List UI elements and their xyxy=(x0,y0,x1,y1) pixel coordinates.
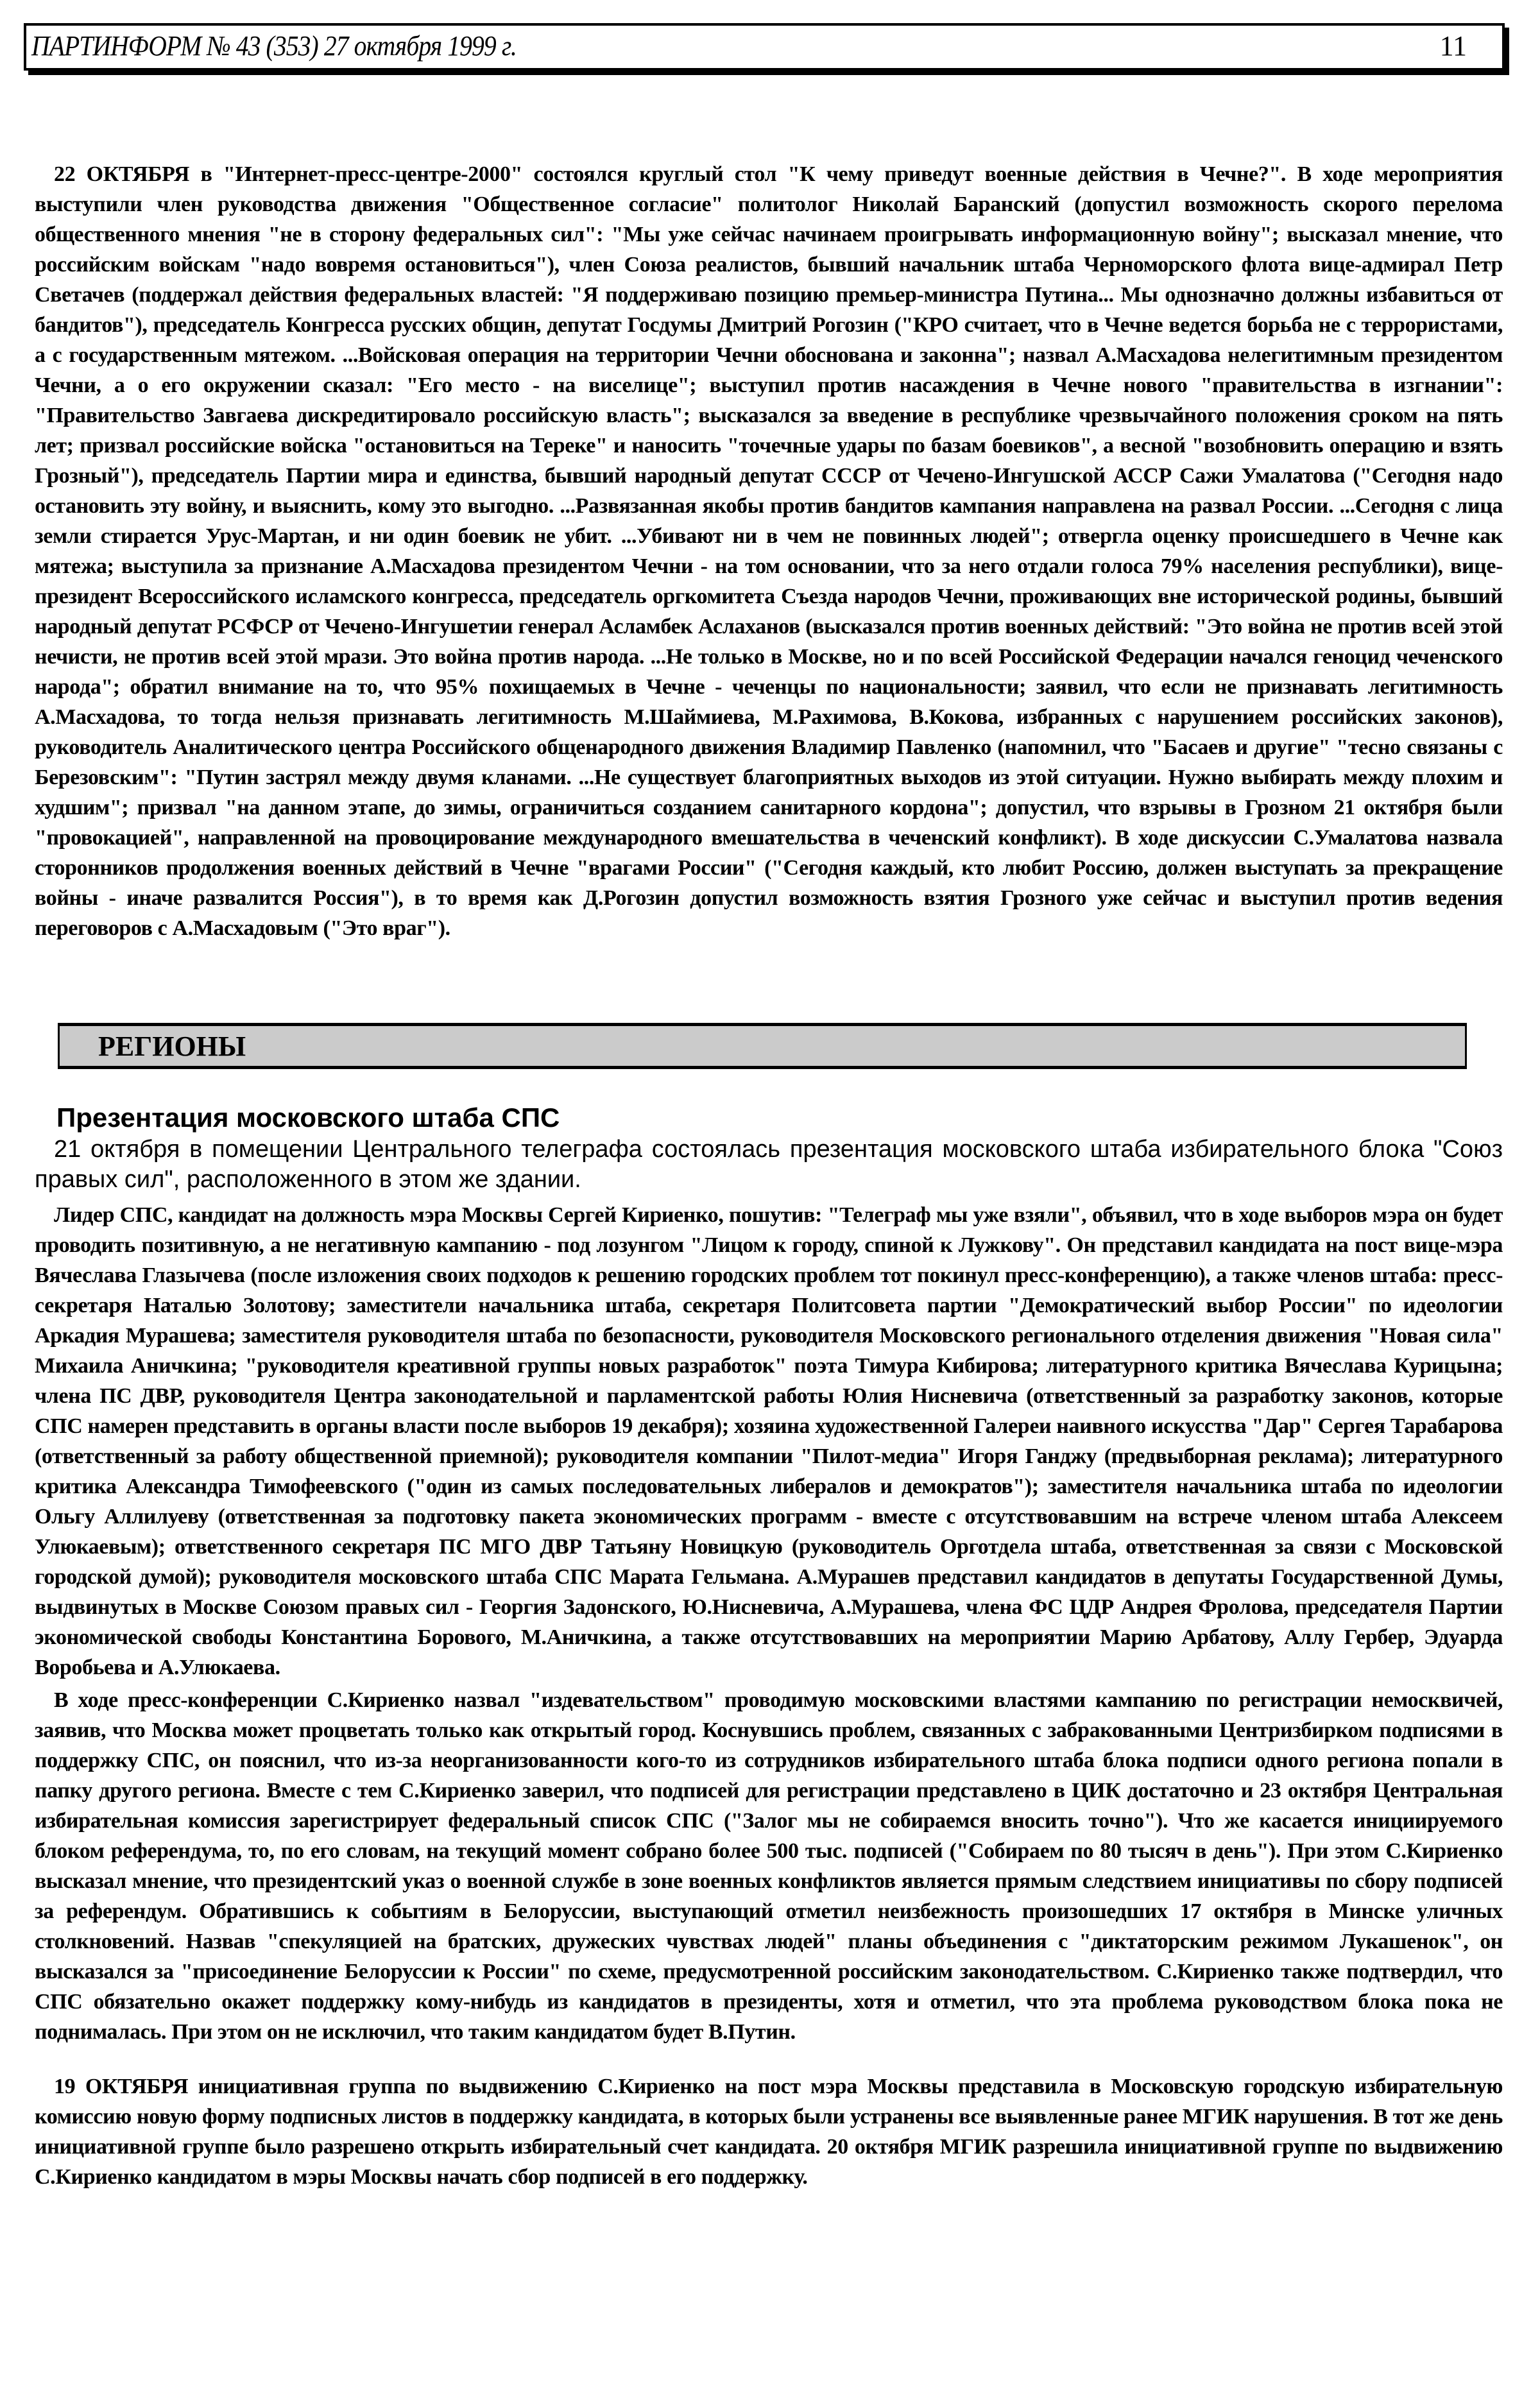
article-title: Презентация московского штаба СПС xyxy=(56,1102,560,1133)
article-paragraph: 22 ОКТЯБРЯ в "Интернет-пресс-центре-2000" состоялся круглый стол "К чему приведут военные действия в Чечне?". В ходе мероприятия выступили член руководства движения "Общественное согласие" политолог Николай Баранский (допустил возможность скорого перелома общественного мнения "не в сторону федеральных сил": "Мы уже сейчас начинаем проигрывать информационную войну"; высказал мнение, что российским войскам "надо вовремя остановиться"), член Союза реалистов, бывший начальник штаба Черноморского флота вице-адмирал Петр Светачев (поддержал действия федеральных властей: "Я поддерживаю позицию премьер-министра Путина... Мы однозначно должны избавиться от бандитов"), председатель Конгресса русских общин, депутат Госдумы Дмитрий Рогозин ("КРО считает, что в Чечне ведется борьба не с террористами, а с государственным мятежом. ...Войсковая операция на территории Чечни обоснована и законна"; назвал А.Масхадова нелегитимным президентом Чечни, а о его окружении сказал: "Его место - на виселице"; выступил против насаждения в Чечне нового "правительства в изгнании": "Правительство Завгаева дискредитировало российскую власть"; высказался за введение в республике чрезвычайного положения сроком на пять лет; призвал российские войска "остановиться на Тереке" и наносить "точечные удары по базам боевиков", а весной "возобновить операцию и взять Грозный"), председатель Партии мира и единства, бывший народный депутат СССР от Чечено-Ингушской АССР Сажи Умалатова ("Сегодня надо остановить эту войну, и выяснить, кому это выгодно. ...Развязанная якобы против бандитов кампания направлена на развал России. ...Сегодня с лица земли стирается Урус-Мартан, и ни один боевик не убит. ...Убивают ни в чем не повинных людей"; отвергла оценку происшедшего в Чечне как мятежа; выступила за признание А.Масхадова президентом Чечни - на том основании, что за него отдали голоса 79% населения республики), вице-президент Всероссийского исламского конгресса, председатель оргкомитета Съезда народов Чечни, проживающих вне исторической родины, бывший народный депутат РСФСР от Чечено-Ингушетии генерал Асламбек Аслаханов (высказался против военных действий: "Это война не против всей этой нечисти, не против всей этой мрази. Это война против народа. ...Не только в Москве, но и по всей Российской Федерации начался геноцид чеченского народа"; обратил внимание на то, что 95% похищаемых в Чечне - чеченцы по национальности; заявил, что если не признавать легитимность А.Масхадова, то тогда нельзя признавать легитимность М.Шаймиева, М.Рахимова, В.Кокова, избранных с нарушением российских законов), руководитель Аналитического центра Российского общенародного движения Владимир Павленко (напомнил, что "Басаев и другие" "тесно связаны с Березовским": "Путин застрял между двумя кланами. ...Не существует благоприятных выходов из этой ситуации. Нужно выбирать между плохим и худшим"; призвал "на данном этапе, до зимы, ограничиться созданием санитарного кордона"; допустил, что взрывы в Грозном 21 октября были "провокацией", направленной на провоцирование международного вмешательства в чеченский конфликт). В ходе дискуссии С.Умалатова назвала сторонников продолжения военных действий в Чечне "врагами России" ("Сегодня каждый, кто любит Россию, должен выступать за прекращение войны - иначе развалится Россия"), в то время как Д.Рогозин допустил возможность взятия Грозного уже сейчас и выступил против ведения переговоров с А.Масхадовым ("Это враг"). xyxy=(35,162,1503,940)
page-header xyxy=(24,23,1505,71)
article-lead: 21 октября в помещении Центрального телеграфа состоялась презентация московского штаба избирательного блока "Союз правых сил", расположенного в этом же здании. xyxy=(35,1136,1503,1193)
article-paragraph: Лидер СПС, кандидат на должность мэра Москвы Сергей Кириенко, пошутив: "Телеграф мы уже взяли", объявил, что в ходе выборов мэра он будет проводить позитивную, а не негативную кампанию - под лозунгом "Лицом к городу, спиной к Лужкову". Он представил кандидата на пост вице-мэра Вячеслава Глазычева (после изложения своих подходов к решению городских проблем тот покинул пресс-конференцию), а также членов штаба: пресс-секретаря Наталью Золотову; заместители начальника штаба, секретаря Политсовета партии "Демократический выбор России" по идеологии Аркадия Мурашева; заместителя руководителя штаба по безопасности, руководителя Московского регионального отделения движения "Новая сила" Михаила Аничкина; "руководителя креативной группы новых разработок" поэта Тимура Кибирова; литературного критика Вячеслава Курицына; члена ПС ДВР, руководителя Центра законодательной и парламентской работы Юлия Нисневича (ответственный за разработку законов, которые СПС намерен представить в органы власти после выборов 19 декабря); хозяина художественной Галереи наивного искусства "Дар" Сергея Тарабарова (ответственный за работу общественной приемной); руководителя компании "Пилот-медиа" Игоря Ганджу (предвыборная реклама); литературного критика Александра Тимофеевского ("один из самых последовательных либералов и демократов"); заместителя начальника штаба по идеологии Ольгу Аллилуеву (ответственная за подготовку пакета экономических программ - вместе с отсутствовавшим на встрече членом штаба Алексеем Улюкаевым); ответственного секретаря ПС МГО ДВР Татьяну Новицкую (руководитель Орготдела штаба, ответственная за связи с Московской городской думой); руководителя московского штаба СПС Марата Гельмана. А.Мурашев представил кандидатов в депутаты Государственной Думы, выдвинутых в Москве Союзом правых сил - Георгия Задонского, Ю.Нисневича, А.Мурашева, члена ФС ЦДР Андрея Фролова, председателя Партии экономической свободы Константина Борового, М.Аничкина, а также отсутствовавших на мероприятии Марию Арбатову, Аллу Гербер, Эдуарда Воробьева и А.Улюкаева. xyxy=(35,1203,1503,1679)
section-banner xyxy=(58,1023,1467,1069)
article-paragraph: В ходе пресс-конференции С.Кириенко назвал "издевательством" проводимую московскими властями кампанию по регистрации немосквичей, заявив, что Москва может процветать только как открытый город. Коснувшись проблем, связанных с забракованными Центризбирком подписями в поддержку СПС, он пояснил, что из-за неорганизованности кого-то из сотрудников избирательного штаба блока подписи одного региона попали в папку другого региона. Вместе с тем С.Кириенко заверил, что подписей для регистрации представлено в ЦИК достаточно и 23 октября Центральная избирательная комиссия зарегистрирует федеральный список СПС ("Залог мы не собираемся вносить точно"). Что же касается инициируемого блоком референдума, то, по его словам, на текущий момент собрано более 500 тыс. подписей ("Собираем по 80 тысяч в день"). При этом С.Кириенко высказал мнение, что президентский указ о военной службе в зоне военных конфликтов является прямым следствием инициативы по сбору подписей за референдум. Обратившись к событиям в Белоруссии, выступающий отметил неизбежность произошедших 17 октября в Минске уличных столкновений. Назвав "спекуляцией на братских, дружеских чувствах людей" планы объединения с "диктаторским режимом Лукашенок", он высказался за "присоединение Белоруссии к России" по схеме, предусмотренной российским законодательством. С.Кириенко также подтвердил, что СПС обязательно окажет поддержку кому-нибудь из кандидатов в президенты, хотя и отметил, что эта проблема руководством блока пока не поднималась. При этом он не исключил, что таким кандидатом будет В.Путин. xyxy=(35,1688,1503,2044)
article-round-table xyxy=(35,159,1503,943)
page-number: 11 xyxy=(1439,30,1467,62)
publication-title: ПАРТИНФОРМ № 43 (353) 27 октября 1999 г. xyxy=(31,30,517,62)
article-sps-body xyxy=(35,1200,1503,2192)
section-title: РЕГИОНЫ xyxy=(98,1031,246,1062)
article-paragraph: 19 ОКТЯБРЯ инициативная группа по выдвижению С.Кириенко на пост мэра Москвы представила в Московскую городскую избирательную комиссию новую форму подписных листов в поддержку кандидата, в которых были устранены все выявленные ранее МГИК нарушения. В тот же день инициативной группе было разрешено открыть избирательный счет кандидата. 20 октября МГИК разрешила инициативной группе по выдвижению С.Кириенко кандидатом в мэры Москвы начать сбор подписей в его поддержку. xyxy=(35,2075,1503,2189)
